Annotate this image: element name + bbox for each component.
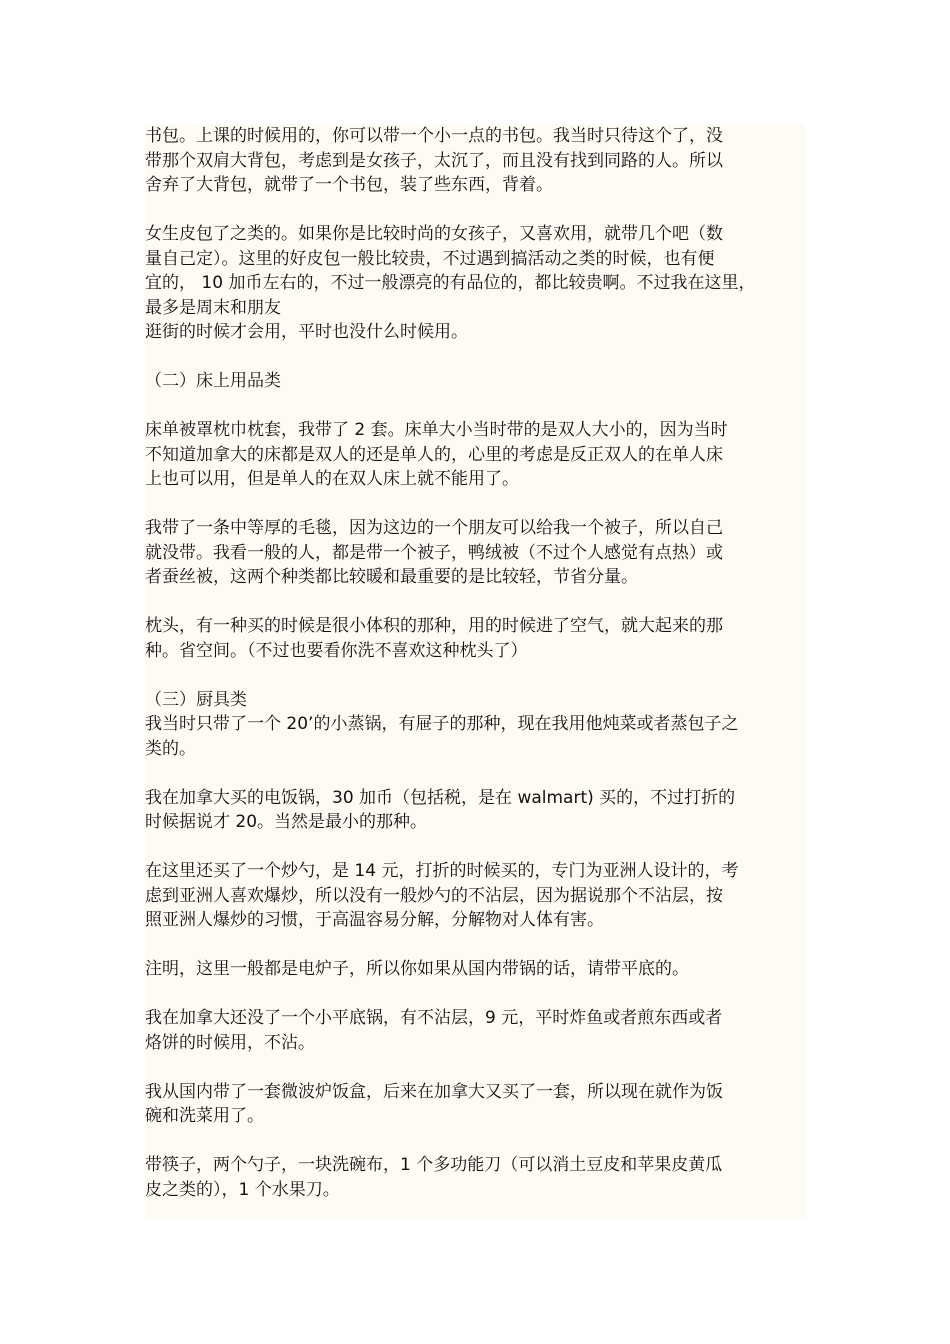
paragraph-wok: 在这里还买了一个炒勺，是 14 元，打折的时候买的，专门为亚洲人设计的，考 虑到亚洲人喜欢爆炒，所以没有一般炒勺的不沾层，因为据说那个不沾层，按 照亚洲人爆炒的习惯，于高温容易分解，分解物对人体有害。 — [145, 861, 739, 930]
heading-bedding: （二）床上用品类 — [145, 371, 281, 391]
heading-kitchenware: （三）厨具类 — [145, 689, 247, 710]
paragraph-lunchbox: 我从国内带了一套微波炉饭盒，后来在加拿大又买了一套，所以现在就作为饭 碗和洗菜用了。 — [145, 1081, 723, 1126]
paragraph-frying-pan: 我在加拿大还没了一个小平底锅，有不沾层，9 元，平时炸鱼或者煎东西或者 烙饼的时候用，不沾。 — [145, 1008, 723, 1053]
paragraph-note: 注明，这里一般都是电炉子，所以你如果从国内带锅的话，请带平底的。 — [145, 959, 689, 979]
paragraph-rice-cooker: 我在加拿大买的电饭锅，30 加币（包括税，是在 walmart) 买的，不过打折的 时候据说才 20。当然是最小的那种。 — [145, 787, 736, 832]
paragraph-utensils: 带筷子，两个勺子，一块洗碗布，1 个多功能刀（可以消土豆皮和苹果皮黄瓜 皮之类的），1 个水果刀。 — [145, 1155, 723, 1200]
document-body — [145, 124, 835, 1202]
paragraph-blanket: 我带了一条中等厚的毛毯，因为这边的一个朋友可以给我一个被子，所以自己 就没带。我看一般的人，都是带一个被子，鸭绒被（不过个人感觉有点热）或 者蚕丝被，这两个种类都比较暖和最重要的是比较轻，节省分量。 — [145, 518, 723, 587]
paragraph-backpack: 书包。上课的时候用的，你可以带一个小一点的书包。我当时只待这个了，没 带那个双肩大背包，考虑到是女孩子，太沉了，而且没有找到同路的人。所以 舍弃了大背包，就带了一个书包，装了些东西，背着。 — [145, 126, 723, 195]
paragraph-handbag: 女生皮包了之类的。如果你是比较时尚的女孩子，又喜欢用，就带几个吧（数 量自己定）。这里的好皮包一般比较贵，不过遇到搞活动之类的时候，也有便 宜的， 10 加币左右的，不过一般漂亮的有品位的，都比较贵啊。不过我在这里， 最多是周末和朋友 逛街的时候才会用，平时也没什么时候用。 — [145, 224, 756, 342]
paragraph-sheets: 床单被罩枕巾枕套，我带了 2 套。床单大小当时带的是双人大小的，因为当时 不知道加拿大的床都是双人的还是单人的，心里的考虑是反正双人的在单人床 上也可以用，但是单人的在双人床上就不能用了。 — [145, 420, 728, 489]
paragraph-steamer: 我当时只带了一个 20’的小蒸锅，有屉子的那种，现在我用他炖菜或者蒸包子之 类的。 — [145, 714, 739, 759]
paragraph-pillow: 枕头，有一种买的时候是很小体积的那种，用的时候进了空气，就大起来的那 种。省空间。（不过也要看你洗不喜欢这种枕头了） — [145, 616, 723, 661]
